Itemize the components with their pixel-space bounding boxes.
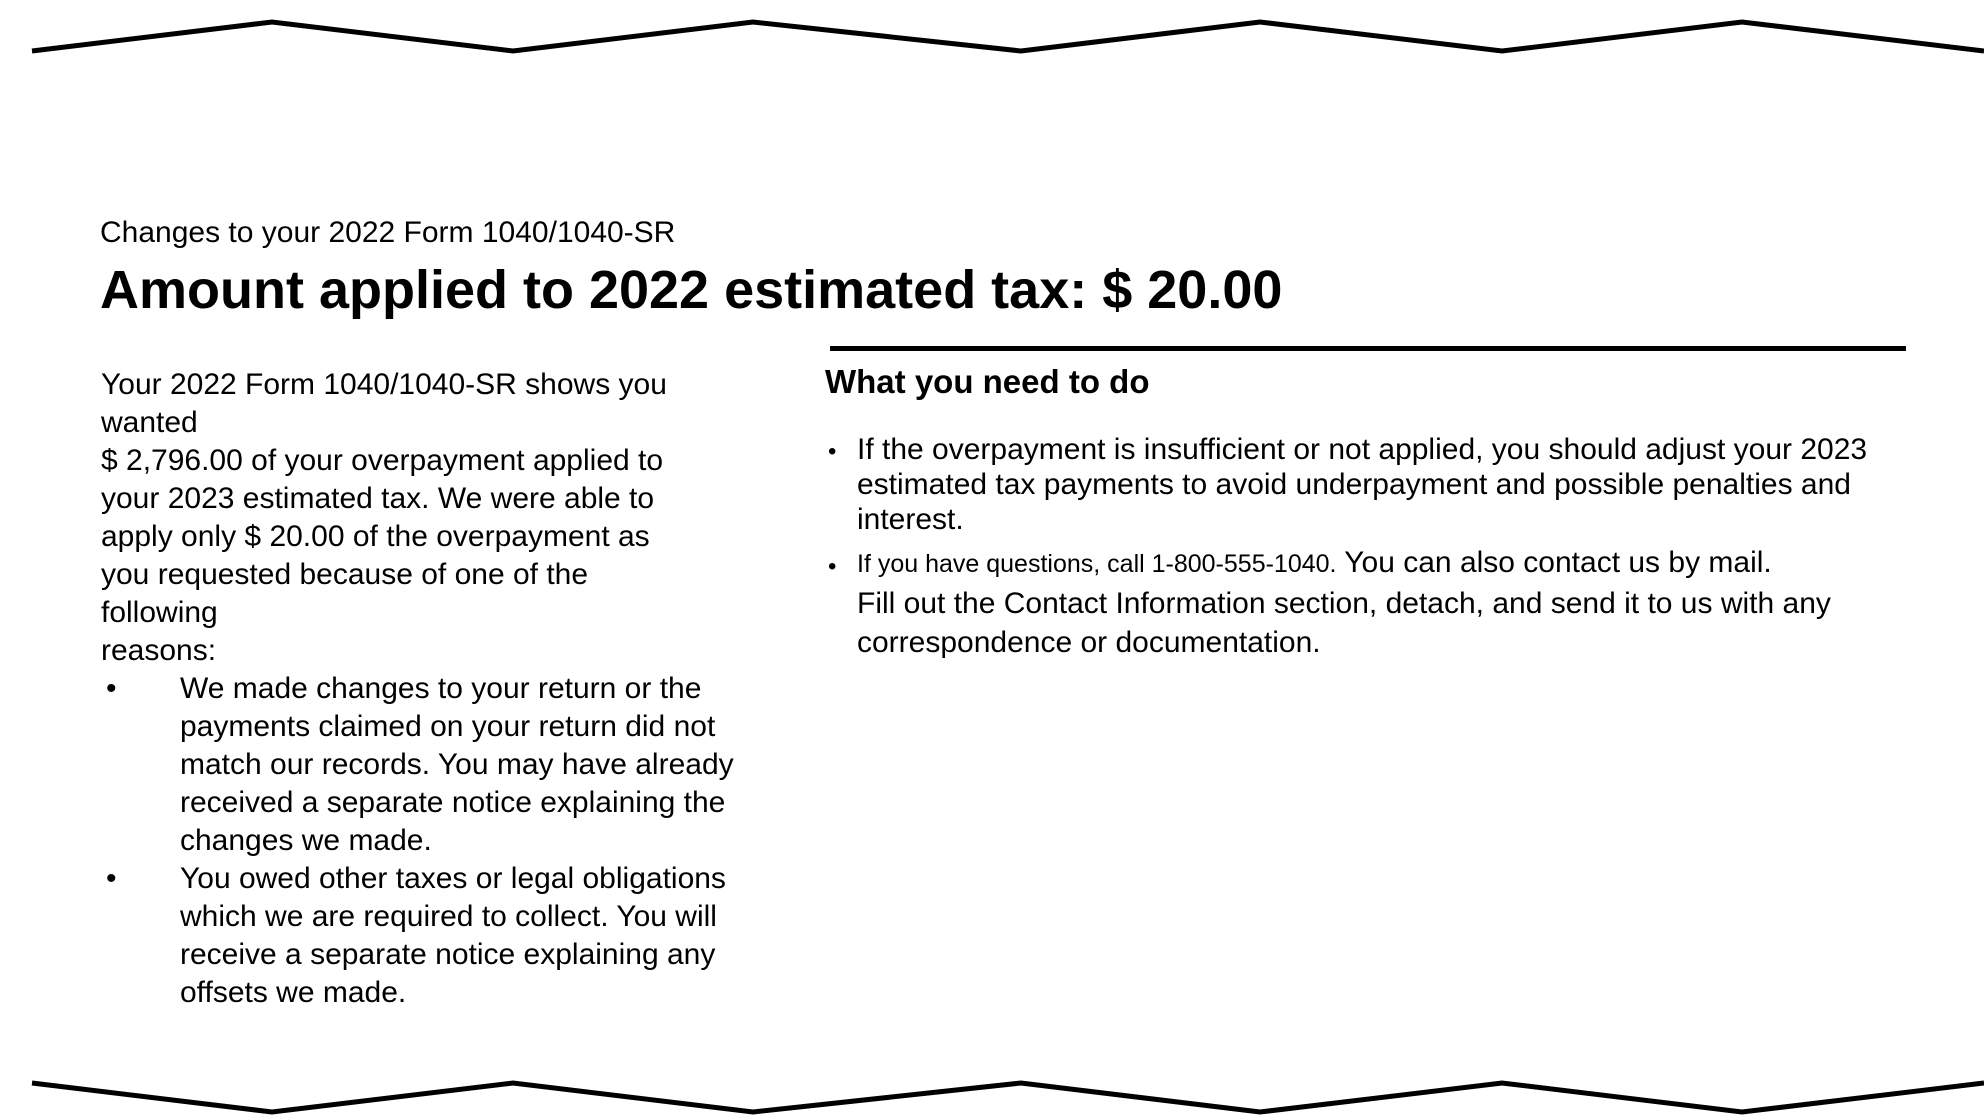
questions-phone-text: If you have questions, call 1-800-555-1040. [857,550,1337,578]
notice-subtitle: Changes to your 2022 Form 1040/1040-SR [100,216,676,249]
explanation-line: your 2023 estimated tax. We were able to [101,482,655,515]
what-to-do-list [825,432,1935,662]
explanation-line: Your 2022 Form 1040/1040-SR shows you [101,368,667,401]
explanation-line: following [101,596,218,629]
what-to-do-heading: What you need to do [825,363,1150,400]
todo-text: If the overpayment is insufficient or not applied, you should adjust your 2023 estimated tax payments to avoid underpayment and possible penalties and interest. [857,433,1868,536]
reasons-list [101,670,751,1012]
bullet-icon: • [828,553,837,580]
explanation-line: reasons: [101,634,217,667]
explanation-line: apply only $ 20.00 of the overpayment as [101,520,650,553]
section-divider [830,346,1906,351]
bullet-icon: • [828,438,837,465]
explanation-section [101,366,751,1012]
reason-item [101,860,740,1012]
bullet-icon: • [106,862,117,895]
explanation-line: $ 2,796.00 of your overpayment applied to [101,444,664,477]
explanation-line: wanted [101,406,198,439]
reason-text: We made changes to your return or the payments claimed on your return did not match our records. You may have already received a separate notice explaining the changes we made. [180,672,734,857]
contact-by-mail-text: You can also contact us by mail. [1336,546,1772,579]
torn-edge-bottom [0,1056,1984,1116]
reason-item [101,670,740,860]
explanation-line: you requested because of one of the [101,558,589,591]
todo-item [825,543,1935,662]
bullet-icon: • [106,672,117,705]
notice-title: Amount applied to 2022 estimated tax: $ 20.00 [100,260,1283,320]
todo-item [825,432,1935,537]
todo-text: Fill out the Contact Information section, detach, and send it to us with any correspondence or documentation. [857,587,1831,659]
torn-edge-top [0,0,1984,60]
reason-text: You owed other taxes or legal obligations which we are required to collect. You will receive a separate notice explaining any offsets we made. [180,862,726,1009]
